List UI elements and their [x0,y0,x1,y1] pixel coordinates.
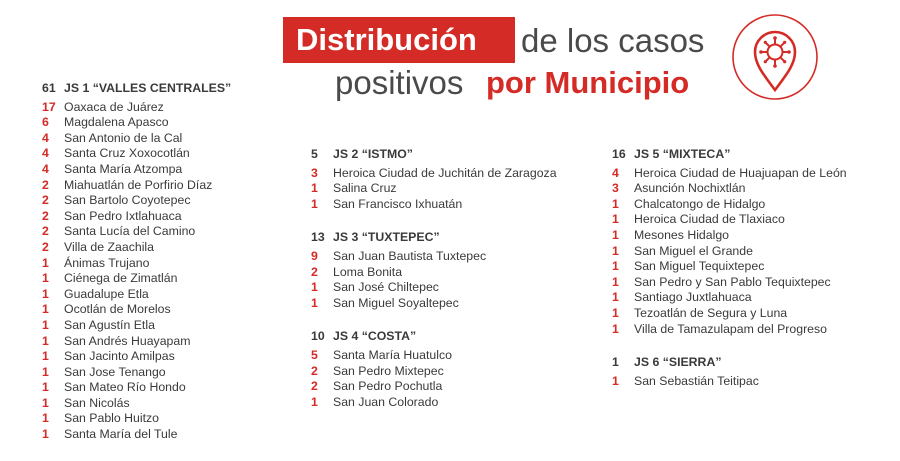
municipality-name: Santa Lucía del Camino [64,224,196,239]
case-count: 1 [612,212,619,227]
municipality-name: Santa María Atzompa [64,161,183,176]
case-count: 3 [311,165,318,180]
municipality-name: Santa Cruz Xoxocotlán [64,146,190,161]
municipality-name: San Nicolás [64,395,130,410]
municipality-name: Chalcatongo de Hidalgo [634,196,766,211]
case-count: 2 [311,379,318,394]
case-count: 1 [612,274,619,289]
jurisdiction-total: 16 [612,147,626,161]
municipality-name: San Jose Tenango [64,364,166,379]
municipality-name: Asunción Nochixtlán [634,181,746,196]
municipality-name: San Bartolo Coyotepec [64,193,191,208]
municipality-name: Santiago Juxtlahuaca [634,290,752,305]
municipality-name: San Francisco Ixhuatán [333,196,463,211]
jurisdiction-total: 13 [311,230,325,245]
case-count: 5 [311,347,318,362]
municipality-name: Villa de Tamazulapam del Progreso [634,321,827,336]
municipality-name: San Agustín Etla [64,317,155,332]
case-count: 1 [42,317,49,332]
municipality-name: Salina Cruz [333,181,397,196]
case-count: 1 [42,364,49,379]
jurisdiction-name: JS 2 “ISTMO” [333,147,413,161]
municipality-name: San Antonio de la Cal [64,130,183,145]
title-highlight: Distribución [296,22,477,57]
case-count: 1 [42,411,49,426]
case-count: 4 [42,130,49,145]
case-count: 1 [42,302,49,317]
case-count: 1 [612,243,619,258]
municipality-name: Villa de Zaachila [64,239,155,254]
case-count: 1 [612,196,619,211]
municipality-name: Heroica Ciudad de Huajuapan de León [634,165,847,180]
jurisdiction-name: JS 5 “MIXTECA” [634,147,731,161]
municipality-name: Magdalena Apasco [64,115,169,130]
municipality-name: Heroica Ciudad de Juchitán de Zaragoza [333,165,557,180]
jurisdiction-total: 1 [612,355,619,370]
case-count: 2 [311,363,318,378]
municipality-name: San Pedro Ixtlahuaca [64,208,182,223]
municipality-name: Miahuatlán de Porfirio Díaz [64,177,213,192]
municipality-name: San Pablo Huitzo [64,411,160,426]
case-count: 1 [42,271,49,286]
case-count: 1 [612,259,619,274]
case-count: 1 [612,227,619,242]
municipality-name: Santa María del Tule [64,427,178,442]
case-count: 1 [42,427,49,442]
municipality-name: San Juan Bautista Tuxtepec [333,248,487,263]
case-count: 1 [42,349,49,364]
jurisdiction-name: JS 4 “COSTA” [333,329,417,344]
municipality-name: Oaxaca de Juárez [64,99,164,114]
case-count: 9 [311,248,318,263]
case-count: 4 [42,146,49,161]
case-count: 1 [612,305,619,320]
case-count: 6 [42,115,49,130]
case-count: 1 [311,196,318,211]
municipality-name: San Mateo Río Hondo [64,380,186,395]
case-count: 1 [311,394,318,409]
virus-location-pin-icon [730,12,820,102]
case-count: 4 [612,165,619,180]
case-count: 2 [42,193,49,208]
municipality-name: Ánimas Trujano [64,255,150,270]
municipality-name: San Miguel el Grande [634,243,753,258]
case-count: 3 [612,181,619,196]
case-count: 1 [311,181,318,196]
municipality-name: San Miguel Soyaltepec [333,295,459,310]
case-count: 2 [311,264,318,279]
municipality-name: Ciénega de Zimatlán [64,271,178,286]
jurisdiction-name: JS 6 “SIERRA” [634,355,722,370]
municipality-name: San Pedro y San Pablo Tequixtepec [634,274,831,289]
case-count: 2 [42,177,49,192]
case-count: 1 [612,290,619,305]
title-line1: de los casos [521,22,705,59]
municipality-name: Heroica Ciudad de Tlaxiaco [634,212,785,227]
municipality-name: Guadalupe Etla [64,286,149,301]
municipality-name: San Sebastián Teitipac [634,373,759,388]
case-count: 2 [42,239,49,254]
municipality-name: Tezoatlán de Segura y Luna [634,305,788,320]
case-count: 2 [42,224,49,239]
municipality-name: San Jacinto Amilpas [64,349,175,364]
case-count: 1 [612,373,619,388]
case-count: 1 [42,380,49,395]
case-count: 1 [42,333,49,348]
municipality-name: Santa María Huatulco [333,347,452,362]
municipality-name: Loma Bonita [333,264,403,279]
municipality-name: Ocotlán de Morelos [64,302,171,317]
title-line2-plain: positivos [335,64,464,101]
municipality-name: Mesones Hidalgo [634,227,730,242]
case-count: 4 [42,161,49,176]
case-count: 17 [42,99,56,114]
municipality-name: San Miguel Tequixtepec [634,259,765,274]
case-count: 1 [311,280,318,295]
title-line2-bold: por Municipio [486,65,690,100]
case-count: 1 [42,286,49,301]
jurisdiction-total: 5 [311,147,318,161]
municipality-name: San Pedro Pochutla [333,379,443,394]
jurisdiction-name: JS 1 “VALLES CENTRALES” [64,81,232,95]
municipality-name: San Andrés Huayapam [64,333,191,348]
municipality-name: San Juan Colorado [333,394,439,409]
municipality-name: San José Chiltepec [333,280,439,295]
case-count: 1 [42,395,49,410]
municipality-name: San Pedro Mixtepec [333,363,444,378]
jurisdiction-total: 10 [311,329,325,344]
case-count: 1 [311,295,318,310]
case-count: 1 [42,255,49,270]
jurisdiction-total: 61 [42,81,56,95]
case-count: 1 [612,321,619,336]
jurisdiction-name: JS 3 “TUXTEPEC” [333,230,440,245]
case-count: 2 [42,208,49,223]
